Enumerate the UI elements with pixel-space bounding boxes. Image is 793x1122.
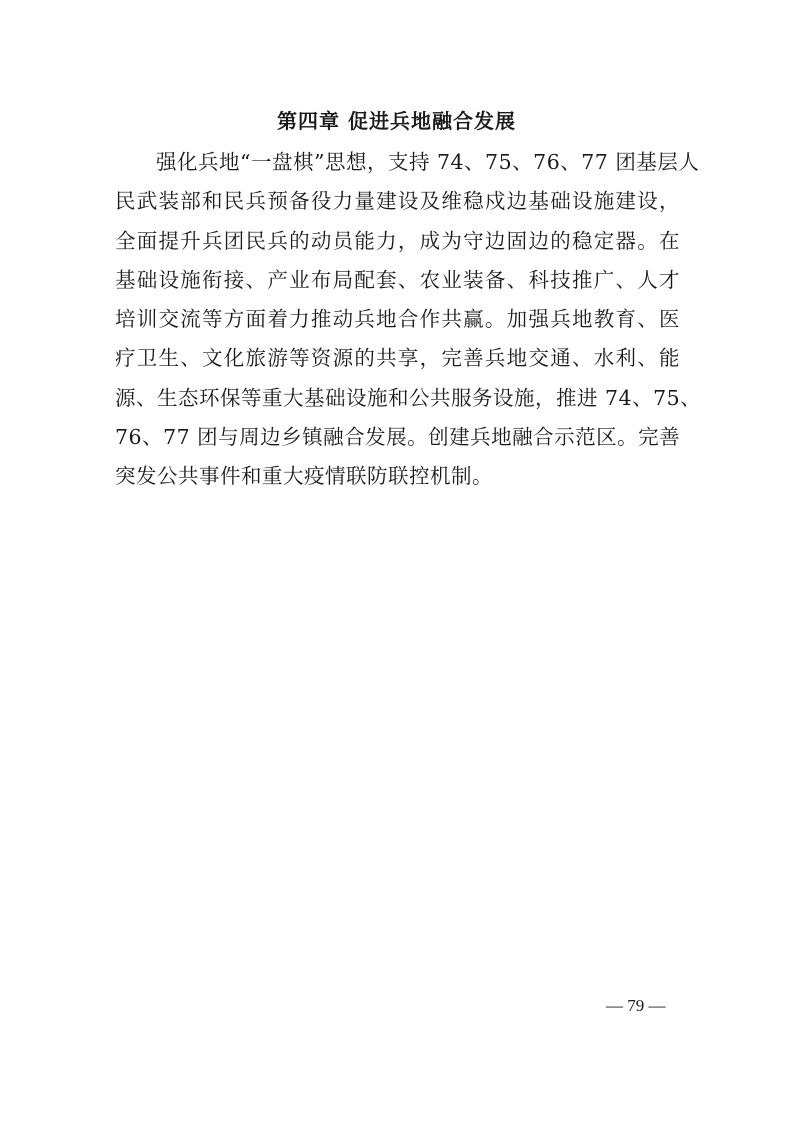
paragraph-line: 突发公共事件和重大疫情联防联控机制。 <box>115 464 493 489</box>
paragraph-line: 疗卫生、文化旅游等资源的共享，完善兵地交通、水利、能 <box>115 346 680 371</box>
page-number: — 79 — <box>606 996 666 1015</box>
paragraph-line: 源、生态环保等重大基础设施和公共服务设施，推进 74、75、 <box>115 385 702 410</box>
chapter-title: 第四章 促进兵地融合发展 <box>277 109 516 133</box>
paragraph-line: 76、77 团与周边乡镇融合发展。创建兵地融合示范区。完善 <box>115 425 681 450</box>
paragraph-line: 培训交流等方面着力推动兵地合作共赢。加强兵地教育、医 <box>115 307 680 332</box>
paragraph-line: 民武装部和民兵预备役力量建设及维稳戍边基础设施建设， <box>115 189 680 214</box>
body-paragraph <box>115 143 702 497</box>
paragraph-line: 全面提升兵团民兵的动员能力，成为守边固边的稳定器。在 <box>115 228 680 253</box>
paragraph-line: 强化兵地“一盘棋”思想，支持 74、75、76、77 团基层人 <box>156 150 700 174</box>
paragraph-line: 基础设施衔接、产业布局配套、农业装备、科技推广、人才 <box>115 267 680 292</box>
